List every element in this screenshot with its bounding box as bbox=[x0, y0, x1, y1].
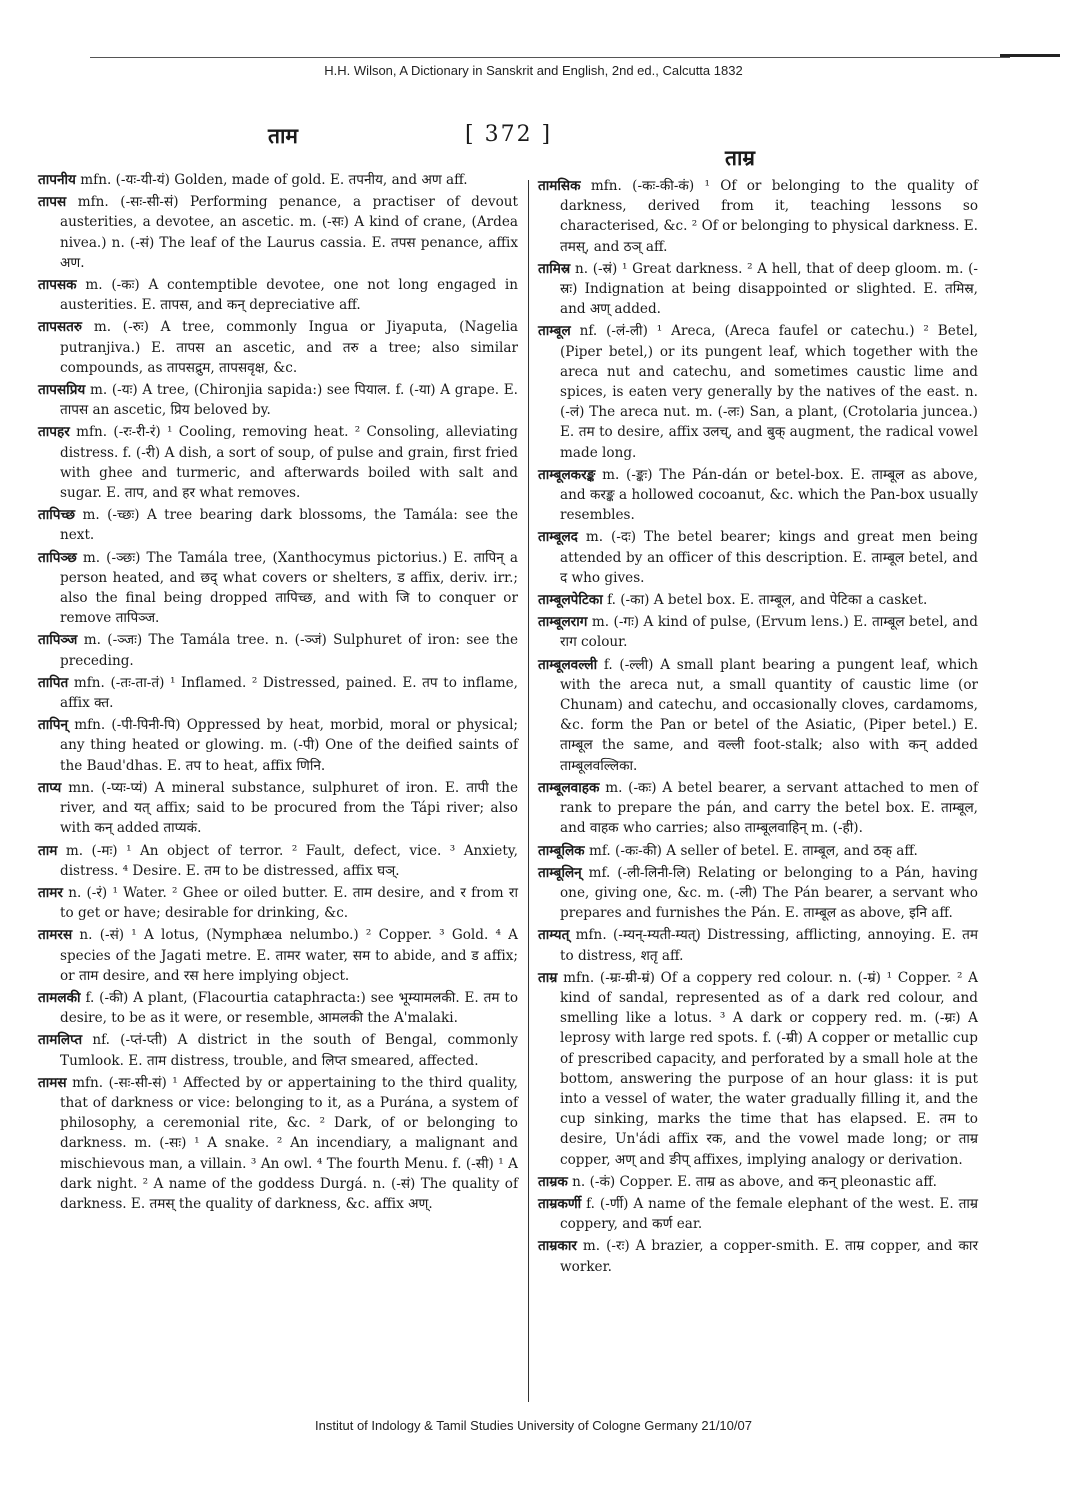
entry-definition: m. (-यः) A tree, (Chironjia sapida:) see पियाल. f. (-या) A grape. E. तापस an ascetic, प्रिय beloved by. bbox=[60, 382, 518, 419]
entry-definition: m. (-कः) A betel bearer, a servant attached to men of rank to prepare the pán, and carry the betel box. E. ताम्बूल, and वाहक who carries; also ताम्बूलवाहिन् m. (-ही). bbox=[560, 779, 979, 837]
entry-headword: तापनीय bbox=[38, 172, 76, 188]
dictionary-entry bbox=[538, 968, 978, 1170]
entry-definition: n. (-सं) ¹ A lotus, (Nymphæa nelumbo.) ² Copper. ³ Gold. ⁴ A species of the Jagati metre. E. तामर water, सम to abide, and ड affix; or ताम desire, and रस here implying object. bbox=[60, 927, 518, 984]
entry-headword: तापिन् bbox=[38, 717, 69, 734]
entry-headword: तापसप्रिय bbox=[38, 382, 86, 399]
entry-headword: ताम्बूलवल्ली bbox=[538, 656, 598, 673]
dictionary-entry bbox=[538, 1194, 978, 1234]
dictionary-entry bbox=[38, 778, 518, 839]
dictionary-entry bbox=[538, 841, 978, 861]
entry-headword: तापिञ्छ bbox=[38, 549, 77, 566]
entry-definition: m. (-कः) A contemptible devotee, one not long engaged in austerities. E. तापस, and कन् depreciative aff. bbox=[60, 277, 519, 314]
entry-headword: तापिञ्ज bbox=[38, 632, 78, 649]
entry-headword: तामर bbox=[38, 884, 63, 901]
dictionary-entry bbox=[38, 380, 518, 420]
dictionary-entry bbox=[538, 863, 978, 924]
entry-headword: ताम्बूल bbox=[538, 323, 571, 340]
entry-definition: n. (-रं) ¹ Water. ² Ghee or oiled butter. E. ताम desire, and र from रा to get or have; desirable for drinking, &c. bbox=[60, 884, 518, 922]
right-column bbox=[538, 176, 978, 1279]
dictionary-entry bbox=[538, 1236, 978, 1276]
entry-definition: m. (-ञ्जः) The Tamála tree. n. (-ञ्जं) Sulphuret of iron: see the preceding. bbox=[60, 632, 518, 669]
page-number: [ 372 ] bbox=[465, 122, 553, 147]
dictionary-entry bbox=[38, 505, 518, 545]
dictionary-entry bbox=[38, 673, 518, 713]
dictionary-entry bbox=[38, 1030, 518, 1070]
dictionary-entry bbox=[38, 841, 518, 881]
entry-definition: mfn. (-यः-यी-यं) Golden, made of gold. E. तपनीय, and अण aff. bbox=[80, 172, 468, 188]
entry-definition: mfn. (-सः-सी-सं) ¹ Affected by or appertaining to the third quality, that of darkness or vice: belonging to it, as a Purána, a system of philosophy, a ceremonial rite, &c. ² Dark, of or belonging to darkness. m. (-सः) ¹ A snake. ² An incendiary, a malignant and mischievous man, a villain. ³ An owl. ⁴ The fourth Menu. f. (-सी) ¹ A dark night. ² A name of the goddess Durgá. n. (-सं) The quality of darkness. E. तमस् the quality of darkness, &c. affix अण्. bbox=[60, 1074, 518, 1212]
dictionary-entry bbox=[538, 465, 978, 526]
dictionary-entry bbox=[38, 422, 518, 503]
dictionary-entry bbox=[538, 612, 978, 652]
entry-definition: nf. (-लं-ली) ¹ Areca, (Areca faufel or catechu.) ² Betel, (Piper betel,) or its pungent leaf, which together with the areca nut and catechu, and sometimes caustic lime and spices, is eaten very generally by the natives of the east. n. (-लं) The areca nut. m. (-लः) San, a plant, (Crotolaria juncea.) E. तम to desire, affix उलच्, and बुक् augment, the radical vowel made long. bbox=[560, 323, 978, 461]
top-rule-mark bbox=[1000, 54, 1060, 57]
dictionary-entry bbox=[38, 192, 518, 273]
running-head-right: ताम्र bbox=[725, 145, 755, 170]
dictionary-entry bbox=[538, 925, 978, 965]
entry-headword: तापसतरु bbox=[38, 319, 83, 336]
entry-headword: ताप्य bbox=[38, 779, 62, 796]
top-rule bbox=[90, 57, 1010, 58]
entry-headword: ताम्रक bbox=[538, 1173, 568, 1190]
dictionary-entry bbox=[38, 1073, 518, 1214]
entry-definition: m. (-ञ्छः) The Tamála tree, (Xanthocymus pictorius.) E. तापिन् a person heated, and छद् what covers or shelters, ड affix, deriv. irr.; also the final being dropped तापिच्छ, and with जि to conquer or remove तापिञ्ज. bbox=[60, 549, 518, 627]
entry-definition: m. (-गः) A kind of pulse, (Ervum lens.) E. ताम्बूल betel, and राग colour. bbox=[560, 614, 978, 651]
entry-headword: ताम्रकार bbox=[538, 1238, 577, 1255]
dictionary-entry bbox=[538, 259, 978, 320]
entry-definition: mfn. (-सः-सी-सं) Performing penance, a practiser of devout austerities, a devotee, an ascetic. m. (-सः) A kind of crane, (Ardea nivea.) n. (-सं) The leaf of the Laurus cassia. E. तपस penance, affix अण. bbox=[60, 194, 518, 271]
entry-definition: nf. (-प्तं-प्ती) A district in the south of Bengal, commonly Tumlook. E. ताम distress, trouble, and लिप्त smeared, affected. bbox=[60, 1032, 518, 1069]
dictionary-entry bbox=[538, 321, 978, 462]
entry-headword: ताम्बूलराग bbox=[538, 614, 588, 631]
entry-definition: mfn. (-तः-ता-तं) ¹ Inflamed. ² Distressed, pained. E. तप to inflame, affix क्त. bbox=[60, 674, 519, 712]
entry-headword: तापित bbox=[38, 674, 69, 691]
entry-definition: f. (-का) A betel box. E. ताम्बूल, and पेटिका a casket. bbox=[607, 592, 928, 609]
dictionary-entry bbox=[38, 548, 518, 629]
entry-definition: m. (-रः) A brazier, a copper-smith. E. ताम्र copper, and कार worker. bbox=[560, 1238, 979, 1275]
left-column bbox=[38, 170, 518, 1216]
entry-definition: n. (-कं) Copper. E. ताम्र as above, and कन् pleonastic aff. bbox=[572, 1173, 937, 1190]
footer-credit: Institut of Indology & Tamil Studies University of Cologne Germany 21/10/07 bbox=[315, 1418, 752, 1433]
entry-definition: mf. (-कः-की) A seller of betel. E. ताम्बूल, and ठक् aff. bbox=[588, 842, 918, 859]
entry-definition: mf. (-ली-लिनी-लि) Relating or belonging to a Pán, having one, giving one, &c. m. (-ली) The Pán bearer, a servant who prepares and furnishes the Pán. E. ताम्बूल as above, इनि aff. bbox=[560, 864, 978, 922]
entry-headword: तामलिप्त bbox=[38, 1032, 83, 1049]
dictionary-entry bbox=[38, 275, 518, 315]
entry-headword: तापसक bbox=[38, 277, 77, 294]
entry-definition: n. (-स्रं) ¹ Great darkness. ² A hell, that of deep gloom. m. (-स्रः) Indignation at being disappointed or slighted. E. तमिस्र, and अण् added. bbox=[560, 260, 978, 318]
dictionary-entry bbox=[538, 176, 978, 257]
column-divider bbox=[528, 180, 529, 1402]
dictionary-entry bbox=[538, 590, 978, 610]
dictionary-entry bbox=[538, 778, 978, 839]
dictionary-entry bbox=[38, 170, 518, 190]
entry-headword: तामलकी bbox=[38, 989, 81, 1006]
dictionary-entry bbox=[38, 715, 518, 776]
entry-definition: mfn. (-कः-की-कं) ¹ Of or belonging to the quality of darkness, derived from it, teaching lessons so characterised, &c. ² Of or belonging to physical darkness. E. तमस्, and ठञ् aff. bbox=[560, 178, 978, 255]
entry-headword: तामिस्र bbox=[538, 260, 571, 277]
entry-headword: ताम bbox=[38, 842, 58, 859]
entry-headword: तामसिक bbox=[538, 178, 581, 194]
entry-headword: ताम्बूलिक bbox=[538, 842, 585, 859]
entry-headword: ताम्बूलद bbox=[538, 529, 578, 546]
entry-definition: f. (-की) A plant, (Flacourtia cataphracta:) see भूम्यामलकी. E. तम to desire, to be as it were, or resemble, आमलकी the A'malaki. bbox=[60, 989, 519, 1027]
entry-definition: m. (-मः) ¹ An object of terror. ² Fault, defect, vice. ³ Anxiety, distress. ⁴ Desire. E. तम to be distressed, affix घञ्. bbox=[60, 842, 518, 879]
dictionary-entry bbox=[538, 1172, 978, 1192]
entry-headword: ताम्यत् bbox=[538, 927, 570, 944]
entry-headword: ताम्र bbox=[538, 969, 558, 986]
dictionary-entry bbox=[38, 630, 518, 670]
entry-headword: तामरस bbox=[38, 927, 73, 944]
entry-headword: ताम्रकर्णी bbox=[538, 1195, 582, 1212]
entry-headword: ताम्बूलिन् bbox=[538, 864, 582, 881]
entry-definition: m. (-च्छः) A tree bearing dark blossoms, the Tamála: see the next. bbox=[60, 507, 518, 544]
source-citation: H.H. Wilson, A Dictionary in Sanskrit and English, 2nd ed., Calcutta 1832 bbox=[324, 63, 743, 78]
dictionary-entry bbox=[538, 655, 978, 776]
entry-definition: mn. (-प्यः-प्यं) A mineral substance, sulphuret of iron. E. तापी the river, and यत् affix; said to be procured from the Tápi river; also with कन् added ताप्यकं. bbox=[60, 779, 518, 837]
entry-definition: mfn. (-रः-री-रं) ¹ Cooling, removing heat. ² Consoling, alleviating distress. f. (-री) A dish, a sort of soup, of pulse and grain, first fried with ghee and turmeric, and afterwards boiled with salt and sugar. E. ताप, and हर what removes. bbox=[60, 424, 519, 502]
entry-headword: तापिच्छ bbox=[38, 507, 76, 524]
dictionary-entry bbox=[38, 317, 518, 378]
entry-headword: ताम्बूलपेटिका bbox=[538, 592, 603, 609]
entry-definition: f. (-र्णी) A name of the female elephant of the west. E. ताम्र coppery, and कर्ण ear. bbox=[560, 1195, 978, 1233]
entry-headword: तापस bbox=[38, 194, 67, 211]
dictionary-entry bbox=[38, 925, 518, 986]
entry-definition: m. (-ङ्कः) The Pán-dán or betel-box. E. ताम्बूल as above, and करङ्क a hollowed cocoanut, &c. which the Pan-box usually resembles. bbox=[560, 466, 978, 524]
entry-definition: m. (-दः) The betel bearer; kings and great men being attended by an officer of this description. E. ताम्बूल betel, and द who gives. bbox=[560, 529, 978, 586]
entry-headword: तामस bbox=[38, 1074, 67, 1091]
entry-headword: तापहर bbox=[38, 424, 70, 441]
entry-definition: f. (-ल्ली) A small plant bearing a pungent leaf, which with the areca nut, a small quantity of caustic lime (or Chunam) and catechu, and occasionally cloves, cardamoms, &c. form the Pan or betel of the Asiatic, (Piper betel.) E. ताम्बूल the same, and वल्ली foot-stalk; also with कन् added ताम्बूलवल्लिका. bbox=[560, 656, 978, 774]
entry-headword: ताम्बूलवाहक bbox=[538, 779, 600, 796]
entry-definition: mfn. (-म्रः-म्री-म्रं) Of a coppery red colour. n. (-म्रं) ¹ Copper. ² A kind of sandal, represented as of a dark red colour, and smelling like a lotus. ³ A dark or coppery red. m. (-म्रः) A leprosy with large red spots. f. (-म्री) A copper or metallic cup of prescribed capacity, and perforated by a small hole at the bottom, answering the purpose of an hour glass: it is put into a vessel of water, the water gradually filling it, and the cup sinking, marks the time that has elapsed. E. तम to desire, Un'ádi affix रक, and the vowel made long; or ताम्र copper, अण् and ङीप् affixes, implying analogy or derivation. bbox=[560, 969, 978, 1168]
dictionary-entry bbox=[38, 988, 518, 1028]
dictionary-entry bbox=[38, 883, 518, 923]
entry-definition: m. (-रुः) A tree, commonly Ingua or Jiyaputa, (Nagelia putranjiva.) E. तापस an ascetic, and तरु a tree; also similar compounds, as तापसद्रुम, तापसवृक्ष, &c. bbox=[60, 319, 519, 376]
dictionary-entry bbox=[538, 527, 978, 588]
entry-definition: mfn. (-पी-पिनी-पि) Oppressed by heat, morbid, moral or physical; any thing heated or glowing. m. (-पी) One of the deified saints of the Baud'dhas. E. तप to heat, affix णिनि. bbox=[60, 717, 519, 774]
entry-headword: ताम्बूलकरङ्क bbox=[538, 466, 596, 483]
running-head-left: ताम bbox=[268, 123, 298, 148]
entry-definition: mfn. (-म्यन्-म्यती-म्यत्) Distressing, afflicting, annoying. E. तम to distress, शतृ aff. bbox=[560, 927, 978, 964]
